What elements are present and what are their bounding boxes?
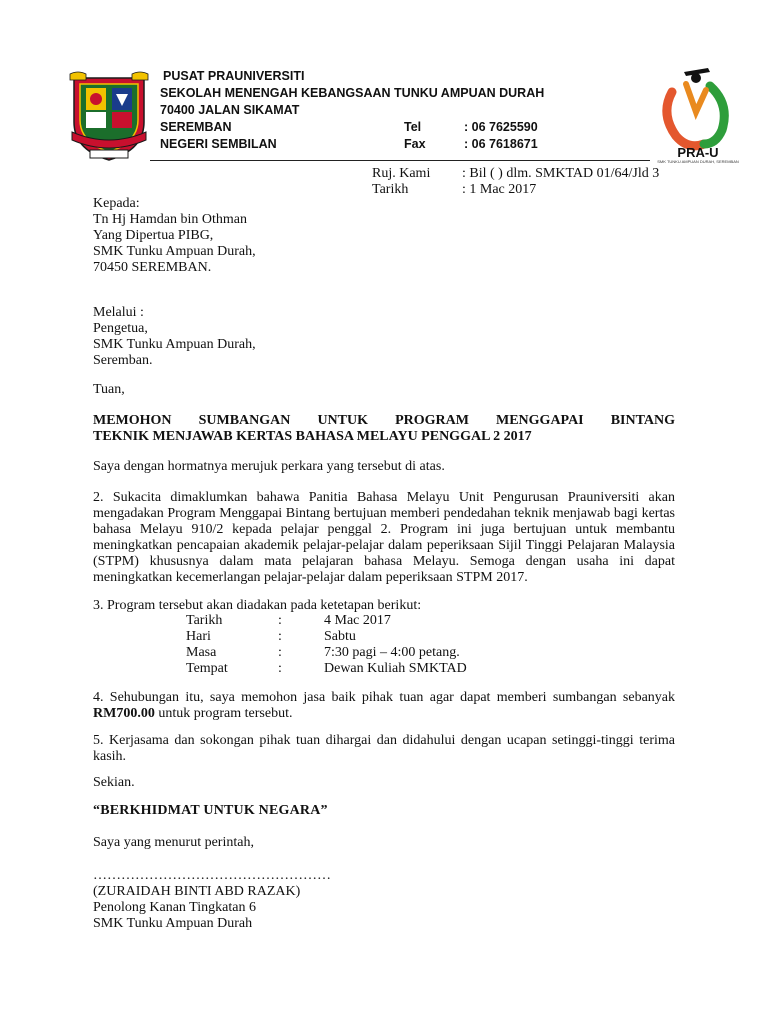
letterhead-school-name: SEKOLAH MENENGAH KEBANGSAAN TUNKU AMPUAN DURAH xyxy=(160,86,545,100)
contact-row-tel xyxy=(160,119,544,136)
ref-row-ruj xyxy=(372,166,692,182)
schedule-row xyxy=(186,661,506,677)
recipient-line: Kepada: xyxy=(93,196,140,211)
reference-block xyxy=(372,166,692,198)
schedule-value: 4 Mac 2017 xyxy=(324,613,391,628)
signatory-title: Penolong Kanan Tingkatan 6 xyxy=(93,900,256,915)
tarikh-label: Tarikh xyxy=(372,182,409,197)
schedule-label: Tempat xyxy=(186,661,228,676)
subject-line1: MEMOHON SUMBANGAN UNTUK PROGRAM MENGGAPAI BINTANG xyxy=(93,413,675,428)
letterhead xyxy=(160,68,544,153)
paragraph-4-end: untuk program tersebut. xyxy=(154,706,293,721)
fax-value: : 06 7618671 xyxy=(464,137,538,151)
svg-text:PRA-U: PRA-U xyxy=(677,145,719,160)
motto: “BERKHIDMAT UNTUK NEGARA” xyxy=(93,803,328,818)
salutation: Tuan, xyxy=(93,382,125,397)
pra-u-logo-icon xyxy=(650,64,746,164)
recipient-block xyxy=(93,196,675,276)
signoff: Saya yang menurut perintah, xyxy=(93,835,254,850)
tel-value: : 06 7625590 xyxy=(464,120,538,134)
schedule-colon: : xyxy=(278,613,282,628)
schedule-label: Tarikh xyxy=(186,613,223,628)
schedule-value: Dewan Kuliah SMKTAD xyxy=(324,661,467,676)
contact-row-fax xyxy=(160,136,544,153)
signatory-school: SMK Tunku Ampuan Durah xyxy=(93,916,253,931)
svg-text:SMK TUNKU AMPUAN DURAH, SEREMB: SMK TUNKU AMPUAN DURAH, SEREMBAN xyxy=(657,159,739,164)
tel-label: Tel xyxy=(404,120,422,134)
tarikh-value: : 1 Mac 2017 xyxy=(462,182,537,197)
schedule-value: 7:30 pagi – 4:00 petang. xyxy=(324,645,460,660)
schedule-row xyxy=(186,629,506,645)
recipient-line: Tn Hj Hamdan bin Othman xyxy=(93,212,247,227)
fax-label: Fax xyxy=(404,137,426,151)
schedule-value: Sabtu xyxy=(324,629,356,644)
letterhead-divider xyxy=(150,160,650,161)
letterhead-state: NEGERI SEMBILAN xyxy=(160,137,277,151)
schedule-colon: : xyxy=(278,645,282,660)
schedule-colon: : xyxy=(278,661,282,676)
schedule-row xyxy=(186,645,506,661)
recipient-line: 70450 SEREMBAN. xyxy=(93,260,212,275)
donation-amount: RM700.00 xyxy=(93,706,155,721)
paragraph-2: 2. Sukacita dimaklumkan bahawa Panitia Bahasa Melayu Unit Pengurusan Prauniversiti akan mengadakan Program Menggapai Bintang bertujuan memberi pendedahan teknik menjawab bagi kertas bahasa Melayu 910/2 kepada pelajar penggal 2. Program ini juga bertujuan untuk membantu meningkatkan pencapaian akademik pelajar-pelajar dalam peperiksaan Sijil Tinggi Pelajaran Malaysia (STPM) khususnya dalam mata pelajaran bahasa Melayu. Semoga dengan usaha ini dapat meningkatkan kecemerlangan pelajar-pelajar dalam peperiksaan STPM 2017. xyxy=(93,490,675,585)
schedule-label: Hari xyxy=(186,629,211,644)
paragraph-4-text: 4. Sehubungan itu, saya memohon jasa baik pihak tuan agar dapat memberi sumbangan sebanyak xyxy=(93,690,675,705)
via-line: Melalui : xyxy=(93,305,144,320)
signatory-name: (ZURAIDAH BINTI ABD RAZAK) xyxy=(93,884,301,899)
recipient-line: Yang Dipertua PIBG, xyxy=(93,228,214,243)
letterhead-street: 70400 JALAN SIKAMAT xyxy=(160,103,300,117)
school-crest-icon xyxy=(68,70,150,162)
paragraph-3: 3. Program tersebut akan diadakan pada ketetapan berikut: xyxy=(93,598,422,613)
closing: Sekian. xyxy=(93,775,135,790)
via-line: SMK Tunku Ampuan Durah, xyxy=(93,337,256,352)
schedule-table xyxy=(186,613,506,677)
paragraph-5: 5. Kerjasama dan sokongan pihak tuan dihargai dan didahului dengan ucapan setinggi-tinggi terima kasih. xyxy=(93,733,675,764)
ruj-value: : Bil ( ) dlm. SMKTAD 01/64/Jld 3 xyxy=(462,166,660,181)
letterhead-line1: PUSAT PRAUNIVERSITI xyxy=(163,69,305,83)
subject xyxy=(93,413,675,445)
signature-line: …………………………………………… xyxy=(93,868,331,883)
via-line: Seremban. xyxy=(93,353,153,368)
recipient-line: SMK Tunku Ampuan Durah, xyxy=(93,244,256,259)
via-block xyxy=(93,305,675,369)
ruj-label: Ruj. Kami xyxy=(372,166,431,181)
paragraph-4 xyxy=(93,690,675,722)
letterhead-city: SEREMBAN xyxy=(160,120,232,134)
schedule-colon: : xyxy=(278,629,282,644)
via-line: Pengetua, xyxy=(93,321,148,336)
paragraph-1: Saya dengan hormatnya merujuk perkara yang tersebut di atas. xyxy=(93,459,445,474)
subject-line2: TEKNIK MENJAWAB KERTAS BAHASA MELAYU PENGGAL 2 2017 xyxy=(93,429,532,444)
schedule-row xyxy=(186,613,506,629)
schedule-label: Masa xyxy=(186,645,217,660)
